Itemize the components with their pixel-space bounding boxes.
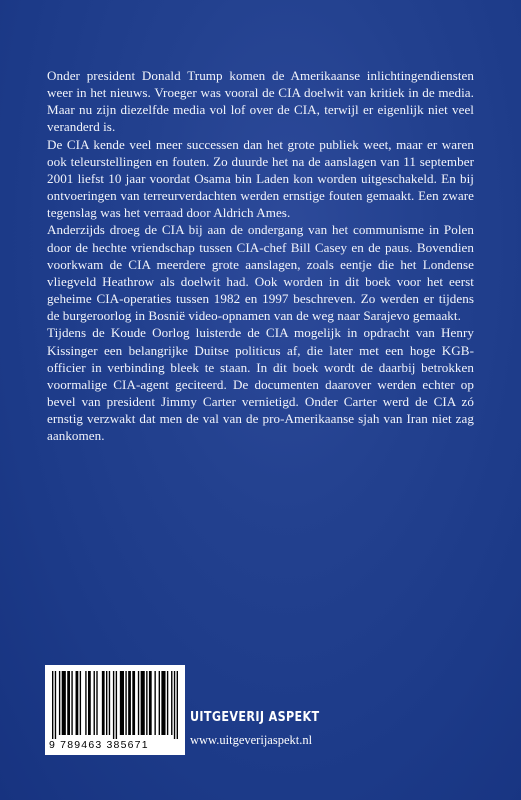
barcode-bars-graphic <box>51 671 179 739</box>
barcode-bar <box>109 671 110 735</box>
barcode-bar <box>96 671 97 735</box>
barcode-bar <box>125 671 126 735</box>
barcode-bar <box>94 671 95 735</box>
barcode-bar <box>161 671 165 735</box>
blurb-paragraph-3: Anderzijds droeg de CIA bij aan de ondergang van het communisme in Polen door de hechte vriendschap tussen CIA-chef Bill Casey en de paus. Bovendien voorkwam de CIA meerdere grote aanslagen, zoals eentje die het Londense vliegveld Heathrow als doelwit had. Ook worden in dit boek voor het eerst geheime CIA-operaties tussen 1982 en 1997 beschreven. Zo werden er tijdens de burgeroorlog in Bosnië video-opnamen van de weg naar Sarajevo gemaakt. <box>47 222 474 324</box>
barcode-bar <box>88 671 91 735</box>
barcode-bar <box>116 671 117 739</box>
blurb-paragraph-1: Onder president Donald Trump komen de Amerikaanse inlichtingendiensten weer in het nieuws. Vroeger was vooral de CIA doelwit van kritiek in de media. Maar nu zijn diezelfde media vol lof over de CIA, terwijl er eigenlijk niet veel veranderd is. <box>47 68 474 135</box>
barcode-bar <box>171 671 172 735</box>
barcode-bar <box>52 671 53 739</box>
barcode-bar <box>141 671 145 735</box>
barcode-bar <box>113 671 114 739</box>
barcode-bar <box>76 671 79 735</box>
isbn-number: 9 789463 385671 <box>49 739 149 751</box>
barcode-bar <box>154 671 155 735</box>
barcode-bar <box>132 671 135 735</box>
barcode-bar <box>174 671 175 739</box>
barcode-bar <box>128 671 131 735</box>
barcode-bar <box>120 671 124 735</box>
barcode-bar <box>146 671 147 735</box>
barcode-bar <box>167 671 168 735</box>
barcode-bar <box>67 671 70 735</box>
barcode-bar <box>55 671 56 739</box>
barcode-bar <box>85 671 86 735</box>
barcode-bar <box>80 671 81 735</box>
back-cover-blurb <box>47 67 474 444</box>
blurb-paragraph-2: De CIA kende veel meer successen dan het grote publiek weet, maar er waren ook teleurstellingen en fouten. Zo duurde het na de aanslagen van 11 september 2001 liefst 10 jaar voordat Osama bin Laden kon worden uitgeschakeld. En bij ontvoeringen van terreurverdachten werden ernstige fouten gemaakt. Een zware tegenslag was het verraad door Aldrich Ames. <box>47 136 474 221</box>
barcode-bar <box>59 671 60 735</box>
barcode-bar <box>159 671 160 735</box>
barcode-bar <box>62 671 66 735</box>
barcode-bar <box>149 671 152 735</box>
barcode-bar <box>71 671 72 735</box>
barcode-bar <box>138 671 139 735</box>
barcode-bar <box>177 671 178 739</box>
isbn-barcode <box>45 665 185 755</box>
barcode-bar <box>106 671 107 735</box>
publisher-logo-text: UITGEVERIJ ASPEKT <box>190 710 320 725</box>
blurb-paragraph-4: Tijdens de Koude Oorlog luisterde de CIA mogelijk in opdracht van Henry Kissinger een belangrijke Duitse politicus af, die later met een hoge KGB-officier in verbinding bleek te staan. In dit boek wordt de daarbij betrokken voormalige CIA-agent geciteerd. De documenten daarover werden echter op bevel van president Jimmy Carter vernietigd. Onder Carter werd de CIA zó ernstig verzwakt dat men de val van de pro-Amerikaanse sjah van Iran niet zag aankomen. <box>47 325 474 444</box>
publisher-website: www.uitgeverijaspekt.nl <box>190 733 313 747</box>
barcode-bar <box>102 671 105 735</box>
